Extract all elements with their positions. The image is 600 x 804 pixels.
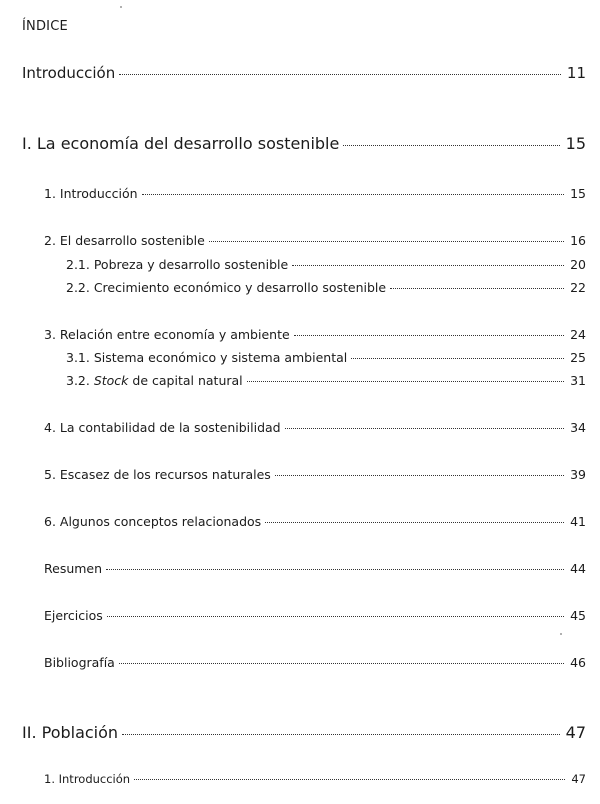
toc-entry-resumen[interactable] [44,561,586,576]
toc-entry-label: II. Población [22,723,119,742]
toc-leader-dots [285,428,564,429]
toc-entry-label: 2.2. Crecimiento económico y desarrollo sostenible [66,280,387,295]
toc-entry-page: 44 [570,561,586,576]
toc-entry-ejercicios[interactable] [44,608,586,623]
toc-leader-dots [343,145,559,146]
toc-entry-label-suffix: de capital natural [128,373,243,388]
toc-entry-2-1-pobreza[interactable] [66,257,586,272]
toc-entry-label: 3.1. Sistema económico y sistema ambiental [66,350,348,365]
toc-entry-3-2-stock[interactable] [66,373,586,388]
toc-leader-dots [107,616,564,617]
toc-entry-page: 25 [570,350,586,365]
toc-entry-page: 39 [570,467,586,482]
toc-entry-label: 1. Introducción [44,772,131,786]
toc-entry-label [66,373,243,388]
toc-entry-introduccion[interactable] [22,64,586,82]
toc-entry-3-1-sistema[interactable] [66,350,586,365]
toc-entry-label: 2.1. Pobreza y desarrollo sostenible [66,257,289,272]
toc-entry-page: 34 [570,420,586,435]
toc-entry-label: Resumen [44,561,103,576]
toc-entry-4-contabilidad[interactable] [44,420,586,435]
scan-speck [560,633,562,635]
toc-leader-dots [119,663,564,664]
toc-leader-dots [209,241,564,242]
toc-entry-part-1[interactable] [22,134,586,153]
toc-entry-label: Bibliografía [44,655,115,670]
toc-entry-page: 15 [570,186,586,201]
toc-entry-page: 24 [570,327,586,342]
toc-entry-page: 20 [570,257,586,272]
toc-entry-label: 1. Introducción [44,186,138,201]
toc-entry-label: Ejercicios [44,608,103,623]
toc-entry-5-escasez[interactable] [44,467,586,482]
toc-entry-2-desarrollo-sostenible[interactable] [44,233,586,248]
toc-entry-page: 31 [570,373,586,388]
toc-leader-dots [106,569,564,570]
toc-entry-label: 6. Algunos conceptos relacionados [44,514,262,529]
toc-entry-page: 47 [565,723,586,742]
toc-entry-page: 15 [565,134,586,153]
toc-entry-label: I. La economía del desarrollo sostenible [22,134,340,153]
toc-entry-page: 46 [570,655,586,670]
toc-entry-label: 5. Escasez de los recursos naturales [44,467,271,482]
toc-leader-dots [134,779,565,780]
toc-leader-dots [247,381,564,382]
toc-entry-3-relacion[interactable] [44,327,586,342]
toc-entry-label-italic: Stock [93,373,129,388]
toc-entry-page: 47 [571,772,586,786]
toc-entry-page: 45 [570,608,586,623]
toc-leader-dots [122,734,560,735]
toc-entry-label: Introducción [22,64,116,82]
toc-entry-label: 2. El desarrollo sostenible [44,233,205,248]
toc-leader-dots [119,74,561,75]
toc-leader-dots [275,475,564,476]
toc-leader-dots [265,522,564,523]
toc-entry-page: 11 [566,64,586,82]
toc-entry-page: 16 [570,233,586,248]
toc-entry-page: 22 [570,280,586,295]
toc-entry-2-2-crecimiento[interactable] [66,280,586,295]
page-title: ÍNDICE [22,19,68,34]
toc-entry-6-conceptos[interactable] [44,514,586,529]
toc-entry-label-prefix: 3.2. [66,373,94,388]
scan-speck [120,6,122,8]
toc-entry-label: 3. Relación entre economía y ambiente [44,327,290,342]
toc-leader-dots [351,358,564,359]
toc-entry-bibliografia[interactable] [44,655,586,670]
toc-leader-dots [390,288,564,289]
toc-leader-dots [142,194,565,195]
toc-leader-dots [292,265,564,266]
toc-entry-page: 41 [570,514,586,529]
toc-entry-1-introduccion[interactable] [44,186,586,201]
toc-entry-ii-1-introduccion[interactable] [44,772,586,786]
toc-entry-label: 4. La contabilidad de la sostenibilidad [44,420,281,435]
toc-leader-dots [294,335,564,336]
toc-entry-part-2[interactable] [22,723,586,742]
